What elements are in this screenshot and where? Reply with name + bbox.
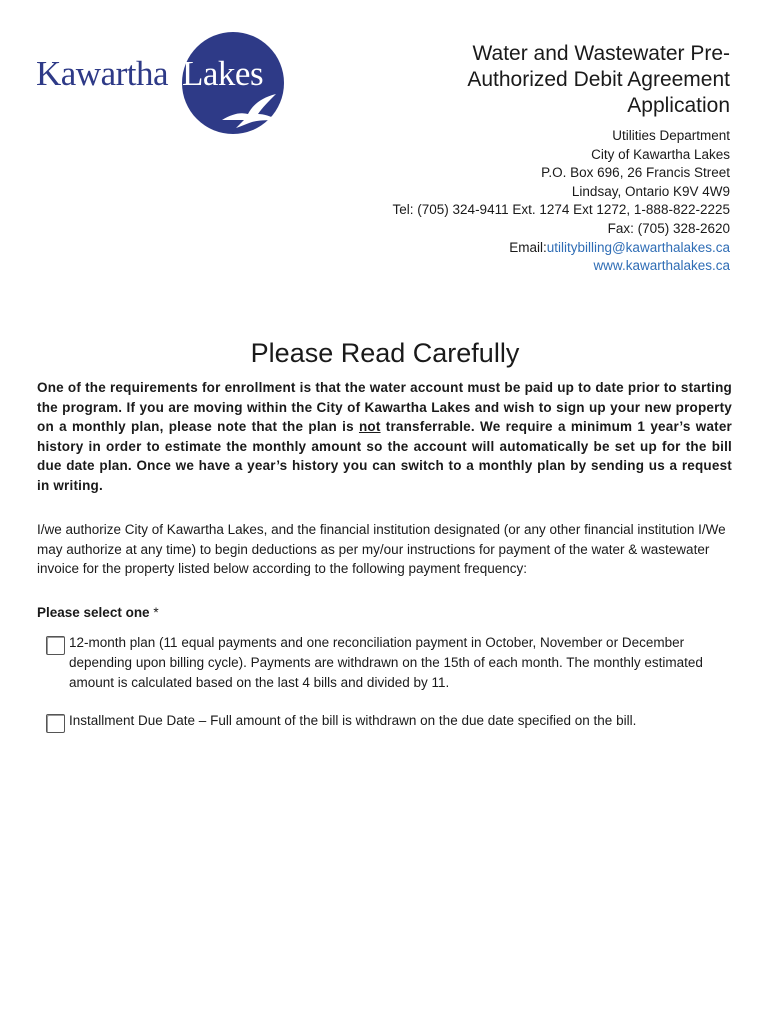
required-mark: * — [153, 605, 159, 620]
document-title: Water and Wastewater Pre-Authorized Debit Agreement Application — [467, 42, 730, 117]
option-12-month-plan-label: 12-month plan (11 equal payments and one reconciliation payment in October, November or December depending upon billing cycle). Payments are withdrawn on the 15th of each month. The monthly estimated amount is calculated based on the last 4 bills and divided by 11. — [69, 635, 703, 690]
po-box-line: P.O. Box 696, 26 Francis Street — [541, 165, 730, 181]
option-12-month-plan[interactable] — [46, 633, 736, 697]
fax-line: Fax: (705) 328-2620 — [607, 220, 730, 236]
website-line — [390, 257, 730, 276]
checkbox-12-month-plan[interactable] — [46, 636, 65, 655]
option-installment-due-date-label: Installment Due Date – Full amount of the bill is withdrawn on the due date specified on the bill. — [69, 713, 637, 728]
enrollment-notice — [37, 378, 732, 496]
email-link[interactable]: utilitybilling@kawarthalakes.ca — [546, 239, 730, 255]
notice-emphasis: not — [358, 419, 381, 435]
city-line: City of Kawartha Lakes — [591, 146, 730, 162]
email-line — [390, 239, 730, 258]
logo-circle — [182, 32, 284, 134]
department-line: Utilities Department — [612, 128, 730, 143]
notice-text-part2: transferrable. We require a minimum 1 year’s water history in order to estimate the monthly amount so the account will automatically be set up for the bill due date plan. Once we have a year’s history you can switch to a monthly plan by sending us a request in writing. — [37, 419, 733, 493]
location-line: Lindsay, Ontario K9V 4W9 — [571, 183, 730, 199]
bird-icon — [218, 90, 282, 130]
checkbox-installment-due-date[interactable] — [46, 714, 65, 733]
contact-address — [390, 127, 730, 276]
logo-word-kawartha: Kawartha — [36, 54, 169, 93]
telephone-line: Tel: (705) 324-9411 Ext. 1274 Ext 1272, 1-888-822-2225 — [392, 202, 730, 218]
logo-word-lakes: Lakes — [182, 54, 264, 93]
section-heading: Please Read Carefully — [250, 338, 520, 368]
select-one-label: Please select one * — [37, 605, 159, 620]
authorization-paragraph: I/we authorize City of Kawartha Lakes, and the financial institution designated (or any other financial institution I/We may authorize at any time) to begin deductions as per my/our instructions for payment of the water & wastewater invoice for the property listed below according to the following payment frequency: — [37, 522, 726, 577]
notice-text-part1: One of the requirements for enrollment is that the water account must be paid up to date prior to starting the program. If you are moving within the City of Kawartha Lakes and wish to sign up your new property on a monthly plan, please note that the plan is — [37, 380, 732, 435]
kawartha-lakes-logo — [36, 32, 286, 134]
website-link[interactable]: www.kawarthalakes.ca — [593, 258, 730, 274]
option-installment-due-date[interactable] — [46, 711, 736, 735]
email-label: Email: — [509, 239, 547, 255]
